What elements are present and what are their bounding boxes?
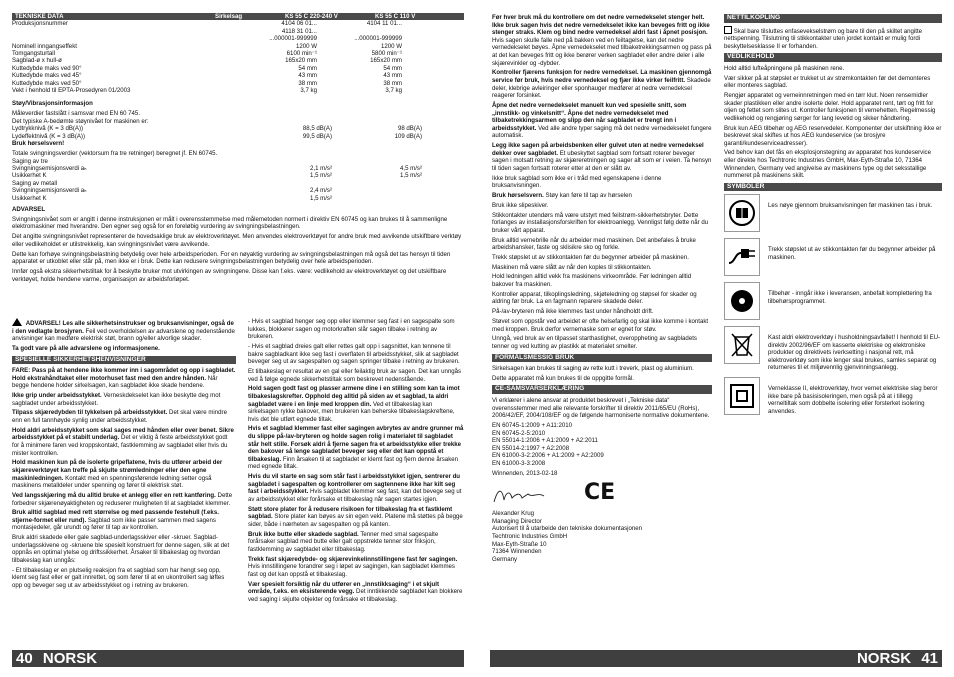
ce-norm: EN 61000-3-3:2008 — [492, 459, 546, 467]
spesielle-paragraph-bold: FARE: Pass på at hendene ikke kommer inn i sagområdet og opp i sagbladet. Hold ekstrahåndtaket eller motorhuset fast med den andre hånden. — [12, 367, 236, 382]
right-paragraph — [492, 202, 712, 210]
right-paragraph — [492, 264, 712, 272]
ce-address-line: Germany — [492, 555, 518, 563]
noise-protect: Bruk hørselsvern! — [12, 140, 65, 148]
tech-value1: 165x20 mm — [285, 57, 317, 65]
vib-value2 — [332, 195, 422, 202]
tech-data-title: TEKNISKE DATA — [15, 13, 64, 20]
vib-row — [12, 165, 464, 172]
middle-paragraph — [248, 343, 464, 366]
spesielle-paragraph — [12, 427, 236, 457]
tech-row — [12, 87, 464, 94]
symbol-text: Verneklasse II, elektroverktøy, hvor vernet elektriske slag beror ikke bare på basisisoleringen, men også på at i tillegg verneltiltak som dobbelte isolering eller forsterket isolering anvendes. — [768, 385, 938, 415]
right-paragraph — [492, 14, 712, 67]
middle-paragraph-text: Hvis sagbladet klemmer seg fast, kan det bevege seg ut av arbeidsstykket eller forårsake et tilbakeslag når sagen startes igjen. — [248, 488, 462, 503]
noise-value1: 99,5 dB(A) — [302, 132, 332, 140]
tech-value1: 6100 min⁻¹ — [286, 50, 317, 58]
class2-small-icon — [724, 26, 732, 34]
tech-value1: 4104 06 01... — [281, 20, 317, 28]
tech-value1: 4118 31 01... — [281, 27, 317, 35]
symbol-text: Kast aldri elektroverktøy i husholdningsavfallet! I henhold til EU-direktiv 2002/96/EF om kasserte elektriske og elektroniske produkter og direktivets iverksetting i nasjonal rett, må elektroverktøy som ikke lenger skal brukes, samles separat og returneres til et miljøvennlig gjenvinningsanlegg. — [768, 334, 941, 371]
ce-heading: CE-SAMSVARSERKLÆRING — [492, 385, 712, 394]
spesielle-paragraph — [12, 567, 236, 590]
formal-paragraph: Sirkelsagen kan brukes til saging av rette kutt i treverk, plast og aluminium. — [492, 365, 694, 373]
left-page-column-3 — [248, 318, 464, 606]
right-paragraph-text: Maskinen må være slått av når den koples til stikkontakten. — [492, 263, 652, 271]
signature-image — [492, 484, 552, 506]
tech-value2: 5800 min⁻¹ — [371, 50, 402, 58]
ce-norms — [492, 422, 712, 468]
spesielle-paragraph — [12, 409, 236, 424]
tech-value2: 38 mm — [383, 79, 402, 87]
middle-paragraph — [248, 318, 464, 341]
spesielle-paragraph-bold: Ved langsskjæring må du alltid bruke et anlegg eller en rett kantføring. — [12, 491, 216, 499]
tech-value1: 54 mm — [298, 64, 317, 72]
vedl-heading: VEDLIKEHOLD — [724, 53, 942, 62]
right-paragraph-bold: Kontroller fjærens funksjon for nedre vernedeksel. La maskinen gjennomgå service før bruk, hvis nedre vernedeksel og fjær ikke virker feilfritt. — [492, 69, 712, 84]
tech-value1: 38 mm — [298, 79, 317, 87]
spesielle-paragraph-text: Når begge hendene holder sirkelsagen, kan sagbladet ikke skade hendene. — [12, 374, 218, 390]
tech-row — [12, 65, 464, 72]
advarsel-paragraph: Dette kan forhøye svingningsbelastning betydelig over hele arbeidsperioden. For en nøyaktig vurdering av svingningsbelastningen må også det tas hensyn til tiden apparatet er utkoblet eller står på, men ikke er i bruk. Dette kan redusere svingningsbelastningen betydelig over hele arbeidsperioden. — [12, 250, 451, 266]
vib-value1: 1,5 m/s² — [309, 172, 332, 180]
right-paragraph — [492, 142, 712, 172]
noise-intro: Måleverdier fastslått i samsvar med EN 60 745. — [12, 110, 141, 118]
right-page-footer — [490, 650, 942, 667]
vib-row — [12, 195, 464, 202]
middle-paragraph-bold: Hvis et sagblad klemmer fast eller sagingen avbrytes av andre grunner må du slippe på-/av-bryteren og holde sagen rolig i materialet til sagbladet står helt stille. Forsøk aldri å fjerne sagen fra et arbeidsstykke eller trekke den bakover så lenge sagbladet beveger seg eller det kan oppstå et tilbakeslag. — [248, 425, 464, 463]
middle-paragraph-text: - Hvis et sagblad henger seg opp eller klemmer seg fast i en sagespalte som lukkes, blokkerer sagen og motorkraften slår sagen tilbake i retning av brukeren. — [248, 318, 455, 341]
spesielle-paragraph-text: Det er viktig å feste arbeidsstykket godt for å minimere faren ved kroppskontakt, fastklemming av sagbladet eller hvis du mister kontrollen. — [12, 434, 228, 457]
tech-label: Kuttedybde maks ved 90° — [12, 64, 82, 72]
tech-label: Vekt i henhold til EPTA-Prosedyren 01/2003 — [12, 87, 131, 95]
noise-value2: 109 dB(A) — [394, 132, 422, 140]
spesielle-paragraph-bold: Bruk alltid sagblad med rett størrelse og med passende festehull (f.eks. stjerne-formet eller rund). — [12, 509, 219, 524]
advarsel-paragraphs — [12, 216, 464, 283]
middle-paragraph-bold: Hold sagen godt fast og plasser armene dine i en stilling som kan ta imot tilbakeslagskrefter. Opphold deg alltid på siden av et sagblad, ta aldri sagbladet være i en linje med kroppen din. — [248, 385, 460, 408]
weee-bin-icon — [724, 326, 760, 364]
spesielle-paragraphs — [12, 367, 236, 590]
vib-value2 — [332, 180, 422, 187]
tech-value2: 4104 11 01... — [366, 20, 402, 28]
vedl-paragraph: Vær sikker på at støpslet er trukket ut av strømkontakten før det demonteres eller monteres sagblad. — [724, 74, 931, 90]
middle-paragraph — [248, 581, 464, 604]
tech-label — [12, 28, 212, 35]
spesielle-paragraph-bold: Hold maskinen kun på de isolerte gripeflatene, hvis du utfører arbeid der skjæreverktøyet kan treffe på skjulte strømledninger eller den egne maskinledningen. — [12, 459, 223, 482]
noise-value1: 88,5 dB(A) — [302, 125, 332, 133]
middle-paragraph-text: - Hvis et sagblad dreies galt eller rettes galt opp i sagsnittet, kan tennene til bakre sagbladkant ikke seg fast i overflaten til arbeidsstykket, slik at sagbladet beveger seg ut av sagespalten og sagen springer tilbake i retning av brukeren. — [248, 342, 460, 366]
tech-data-table — [12, 13, 464, 20]
right-paragraph — [492, 308, 712, 316]
ce-paragraph: Vi erklærer i alene ansvar at produktet beskrevet i „Tekniske data“ overensstemmer med alle relevante forskrifter til direktiv 2011/65/EU (RoHs), 2006/42/EF, 2004/108/EF og de følgende harmoniserte normative dokumentene. — [492, 396, 710, 420]
right-paragraph — [492, 291, 712, 306]
right-page-column-1 — [492, 14, 712, 563]
spesielle-paragraph-text: Bruk aldri skadede eller gale sagblad-underlagsskiver eller -skruer. Sagblad-underlagsskivene og -skruene ble spesielt konstruert for denne sagen, slik at det oppnås en optimal ytelse og driftssikkerhet. Årsaker til tilbakeslag og hvordan tilbakeslag kan unngås: — [12, 534, 230, 565]
vedl-paragraphs — [724, 65, 942, 180]
ce-norm: EN 55014-1:2006 + A1:2009 + A2:2011 — [492, 437, 598, 445]
unplug-icon — [724, 238, 760, 276]
right-paragraph — [492, 273, 712, 288]
left-page-number: 40 — [16, 650, 33, 667]
ce-address-line: Max-Eyth-Straße 10 — [492, 540, 547, 548]
symbol-row — [724, 194, 942, 232]
right-paragraph-text: Hold ledningen alltid vekk fra maskinens virkeområde. Før ledningen alltid bakover fra maskinen. — [492, 273, 692, 289]
tech-data-brand: Sirkelsag — [215, 13, 243, 20]
vib-label: Svingningsemisjonsverdi aₕ — [12, 165, 87, 173]
formal-paragraphs — [492, 365, 712, 382]
ce-norm: EN 55014-2:1997 + A2:2008 — [492, 444, 570, 452]
right-paragraph — [492, 102, 712, 140]
right-paragraph — [492, 254, 712, 262]
ce-role: Managing Director — [492, 517, 542, 525]
vedl-paragraph: Bruk kun AEG tilbehør og AEG reservedeler. Komponenter der utskiftning ikke er beskrevet skal skiftes ut hos AEG kundeservice (se brosjyre garanti/kundeserviceadresser). — [724, 124, 942, 147]
symbols-heading: SYMBOLER — [724, 183, 942, 192]
spesielle-paragraph — [12, 534, 236, 564]
vedl-paragraph: Rengjør apparatet og verneinnretningen med en tørr klut. Noen rensemidler skader plastikken eller andre isolerte deler. Hold apparatet rent, tørt og fritt for oljen og fettet som slites ut. Kontroller funksjonen til vernehetten. Regelmessig vedlikehold og rengjøring sørger for lang levetid og sikker håndtering. — [724, 91, 936, 122]
right-paragraph — [492, 335, 712, 350]
vib-row — [12, 180, 464, 187]
left-page-language: NORSK — [42, 650, 98, 667]
formal-heading: FORMÅLSMESSIG BRUK — [492, 354, 712, 363]
tech-value2: 43 mm — [383, 72, 402, 80]
spesielle-paragraph — [12, 367, 236, 390]
tech-row — [12, 50, 464, 57]
middle-paragraph-text: Ved et tilbakeslag kan sirkelsagen rykke bakover, men brukeren kan beherske tilbakeslagskreftene, hvis det ble utført egnede tiltak. — [248, 400, 455, 423]
tech-value2: 1200 W — [380, 42, 402, 50]
middle-paragraph-bold: Støtt store plater for å redusere risikoen for tilbakeslag fra et fastklemt sagblad. — [248, 505, 453, 521]
tech-row — [12, 35, 464, 42]
tech-label: Nominell inngangseffekt — [12, 42, 77, 50]
ce-norm: EN 61000-3-2:2006 + A1:2009 + A2:2009 — [492, 452, 604, 460]
right-paragraph-bold: Bruk hørselsvern. — [492, 192, 544, 199]
tech-value1: 43 mm — [298, 72, 317, 80]
tech-value2: 3,7 kg — [385, 87, 402, 95]
middle-paragraph-bold: Bruk ikke butte eller skadede sagblad. — [248, 530, 359, 538]
nett-paragraph: Skal bare tilsluttes enfasevekselstrøm og bare til den på skiltet angitte nettspenning. Tilslutning til stikkontakter uten jordet kontakt er mulig fordi beskyttelsesklasse II er forhanden. — [724, 27, 923, 50]
middle-paragraph-text: Det inntikkende sagbladet kan blokkere ved saging i skjulte objekter og forårsake et tilbakeslag. — [248, 588, 463, 603]
right-paragraph-text: På-/av-bryteren må ikke klemmes fast under håndholdt drift. — [492, 308, 654, 316]
symbol-row — [724, 377, 942, 415]
warning-keep: Ta godt vare på alle advarslene og informasjonene. — [12, 344, 160, 352]
tech-label: Produksjonsnummer — [12, 20, 68, 28]
noise-row — [12, 125, 464, 132]
noise-value2: 98 dB(A) — [397, 125, 422, 133]
symbol-text: Trekk støpslet ut av stikkontakten før du begynner arbeider på maskinen. — [768, 246, 936, 261]
spesielle-paragraph-text: Dette forbedrer skjærenøyaktigheten og reduserer muligheten til at sagbladet klemmer. — [12, 491, 233, 507]
formal-paragraph: Dette apparatet må kun brukes til de oppgitte formål. — [492, 374, 634, 382]
middle-paragraph-bold: Trekk fast skjæredybde- og skjærevinkelinnstillingene fast før sagingen. — [248, 555, 458, 563]
right-paragraph-bold: Åpne det nedre vernedekselet manuelt kun ved spesielle snitt, som „innstikk- og vinkelsnitt“. Åpne det nedre vernedekselet med tilbaketrekkingsarmen og slipp den når sagbladet er trengt inn i arbeidsstykket. — [492, 101, 687, 132]
noise-title: Støy/Vibrasjonsinformasjon — [12, 100, 93, 108]
tech-value2 — [317, 28, 402, 35]
right-paragraph-text: Skadede deler, klebrige avleiringer eller sponhauger medfører at nedre vernedeksel reagerer forsinket. — [492, 76, 711, 100]
vib-value2: 1,5 m/s² — [399, 172, 422, 180]
noise-row — [12, 133, 464, 140]
left-page-footer — [12, 650, 464, 667]
right-paragraph-text: Et ubeskyttet sagblad som fortsatt roterer beveger sagen i motsatt retning av skjæreretningen og sager alt som er i veien. Ta hensyn til tiden sagen fortsatt roterer etter at den er slått av. — [492, 149, 712, 172]
vib-label: Usikkerhet K — [12, 172, 47, 180]
right-paragraph-text: Støvet som oppstår ved arbeidet er ofte helsefarlig og skal ikke komme i kontakt med kroppen. Bruk derfor vernemaske som er egnet for støv. — [492, 318, 709, 333]
spesielle-paragraph-bold: Hold aldri arbeidsstykket som skal sages med hånden eller over benet. Sikre arbeidsstykket på et stabilt underlag. — [12, 426, 234, 442]
middle-paragraph — [248, 425, 464, 471]
right-paragraph — [492, 212, 712, 235]
vib-value1 — [212, 158, 332, 165]
vib-value1: 2,4 m/s² — [309, 187, 332, 195]
advarsel-paragraph: Det angitte svingningsnivået representerer de hovedsaklige bruk av elektroverktøyet. Men anvendes elektroverktøyet for andre bruk med avvikende utskiftbare verktøy eller vedlikeholdet er utilstrekkelig, kan svingningsnivået være avvikende. — [12, 233, 462, 248]
tech-data-model1: KS 55 C 220-240 V — [285, 13, 338, 20]
tech-data-model2: KS 55 C 110 V — [375, 13, 416, 20]
right-page-language: NORSK — [856, 650, 912, 667]
vibration-rows — [12, 158, 464, 202]
right-paragraph — [492, 69, 712, 99]
spesielle-paragraph-text: Verneskdekselet kan ikke beskytte deg mot sagbladet under arbeidsstykket. — [12, 392, 221, 407]
saw-blade-icon — [724, 282, 760, 320]
symbol-text: Tilbehør - inngår ikke i leveransen, anbefalt komplettering fra tilbehørsprogrammet. — [768, 290, 932, 305]
middle-paragraphs — [248, 318, 464, 603]
spesielle-paragraph-text: - Et tilbakeslag er en plutselig reaksjon fra et sagblad som har hengt seg opp, klemt seg fast eller er galt innrettet, og som fører til at en ukontrollert sag løftes opp og beveger seg ut av arbeidsstykket og i retning av brukeren. — [12, 566, 225, 589]
right-paragraph-text: Bruk ikke slipeskiver. — [492, 201, 549, 209]
right-paragraph-text: Bruk alltid vernebrille når du arbeider med maskinen. Det anbefales å bruke arbeidshansker, faste og sklisikre sko og forkle. — [492, 236, 696, 252]
vib-value1: 2,1 m/s² — [309, 165, 332, 173]
right-paragraph — [492, 237, 712, 252]
vibration-intro: Totale svingningsverdier (vektorsum fra tre retninger) beregnet jf. EN 60745. — [12, 150, 218, 158]
spesielle-heading: SPESIELLE SIKKERHETSHENVISNINGER — [12, 356, 236, 365]
right-paragraph-bold: Legg ikke sagen på arbeidsbenken eller gulvet uten at nedre vernedeksel dekker over sagbladet. — [492, 142, 704, 157]
spesielle-paragraph — [12, 492, 236, 507]
middle-paragraph — [248, 506, 464, 529]
warning-paragraph: ADVARSEL! Les alle sikkerhetsinstrukser og bruksanvisninger, også de i den vedlagte brosjyren. Feil ved overholdelsen av advarslene og nedenstående anvisninger kan medføre elektrisk støt, brann og/eller alvorlige skader. — [12, 320, 235, 343]
noise-sub: Det typiske A-bedømte støynivået for maskinen er: — [12, 117, 149, 125]
advarsel-paragraph: Innfør også ekstra sikkerhetstiltak for å beskytte bruker mot utvirkingen av svingningene. Disse kan f.eks. være: vedlikehold av elektroverktøyet og det utskiftbare verktøyet, holde hendene varme, organisasjon av arbeidsforløpet. — [12, 267, 447, 283]
symbol-row — [724, 326, 942, 371]
right-paragraph-bold: Før hver bruk må du kontrollere om det nedre vernedekselet stenger helt. Ikke bruk sagen hvis det nedre vernedekselet ikke kan beveges fritt og ikke stenger straks. Klem og bind nedre vernedeksel aldri fast i åpnet posisjon. — [492, 14, 710, 37]
tech-row — [12, 57, 464, 64]
middle-paragraph-text: Finn årsaken til at sagbladet er klemt fast og fjern denne årsaken med egnede tiltak. — [248, 455, 459, 471]
spesielle-paragraph-bold: Ikke grip under arbeidsstykket. — [12, 392, 102, 400]
vib-row — [12, 187, 464, 194]
middle-paragraph — [248, 473, 464, 503]
tech-value1: 1200 W — [295, 42, 317, 50]
tech-row — [12, 80, 464, 87]
middle-paragraph — [248, 368, 464, 383]
middle-paragraph — [248, 556, 464, 579]
vib-label: Usikkerhet K — [12, 194, 47, 202]
tech-row — [12, 20, 464, 27]
vib-value1: 1,5 m/s² — [309, 194, 332, 202]
ce-norm: EN 60745-1:2009 + A11:2010 — [492, 421, 573, 429]
spesielle-paragraph — [12, 509, 236, 532]
right-paragraph — [492, 192, 712, 200]
ce-norm: EN 60745-2-5:2010 — [492, 429, 546, 437]
middle-paragraph-text: Tenner med smal sagespalte forårsaker sagblad med butte eller galt oppstrekte tenner stor friksjon, fastklemming av sagbladet eller tilbakeslag. — [248, 530, 439, 553]
tech-label: Kuttedybde maks ved 50° — [12, 79, 82, 87]
right-page-column-2 — [724, 14, 942, 421]
right-paragraph — [492, 175, 712, 190]
vib-row — [12, 158, 464, 165]
vib-label: Saging av metall — [12, 179, 58, 187]
right-paragraph-text: Ikke bruk sagblad som ikke er i tråd med egenskapene i denne bruksanvisningen. — [492, 174, 662, 190]
ce-address-line: 71364 Winnenden — [492, 548, 542, 556]
tech-value2: 165x20 mm — [370, 57, 402, 65]
spesielle-paragraph-text: Det skal være mindre enn en full tannhøyde synlig under arbeidsstykket. — [12, 409, 227, 424]
tech-row — [12, 72, 464, 79]
tech-label: Kuttedybde maks ved 45° — [12, 72, 82, 80]
signature-block — [492, 480, 712, 510]
right-col1-paragraphs — [492, 14, 712, 351]
spesielle-paragraph — [12, 459, 236, 489]
right-paragraph — [492, 318, 712, 333]
tech-value1: 3,7 kg — [300, 87, 317, 95]
warning-triangle-icon — [12, 318, 22, 326]
noise-label: Lydtrykknivå (K = 3 dB(A)) — [12, 125, 84, 133]
right-paragraph-text: Kontroller apparat, tilkoplingsledning, skjøteledning og støpsel for skader og aldring før bruk. La en fagmann reparere skadede deler. — [492, 290, 697, 306]
tech-value1: ...000001-999999 — [269, 35, 317, 43]
noise-label: Lydeffektnivå (K = 3 dB(A)) — [12, 132, 85, 140]
ce-address — [492, 533, 712, 563]
left-page-column-1 — [12, 13, 464, 285]
vib-value2 — [332, 187, 422, 194]
spesielle-paragraph-text: Sagblad som ikke passer sammen med sagens montasjedeler, går urundt og fører til tap av kontrollen. — [12, 516, 216, 532]
middle-paragraph — [248, 385, 464, 423]
tech-row — [12, 43, 464, 50]
middle-paragraph-bold: Vær spesielt forsiktig når du utfører en „innstikksaging“ i et skjult område, f.eks. en eksisterende vegg. — [248, 580, 439, 596]
noise-rows — [12, 125, 464, 140]
vib-row — [12, 172, 464, 179]
read-manual-icon — [724, 194, 760, 232]
tech-label: Sagblad-ø x hull-ø — [12, 57, 62, 65]
vedl-paragraph: Hold alltid lufteåpningene på maskinen rene. — [724, 64, 845, 72]
right-paragraph-text: Støy kan føre til tap av hørselen — [543, 192, 632, 199]
middle-paragraph-bold: Hvis du vil starte en sag som står fast i arbeidsstykket igjen, sentrerer du sagbladet i sagespalten og kontrollerer om sagtennene ikke har kilt seg fast i arbeidsstykket. — [248, 473, 461, 496]
vib-value2: 4,5 m/s² — [399, 165, 422, 173]
symbols-list — [724, 194, 942, 415]
ce-mark-icon: CE — [584, 480, 616, 506]
vib-label: Saging av tre — [12, 157, 48, 165]
symbol-row — [724, 238, 942, 276]
right-paragraph-text: Stikkontakter utendørs må være utstyrt med feilstrøm-sikkerhetsbryter. Dette forlanges av installasjonsforskriften for elektroanlegg. Vennligst følg dette når du bruker vårt apparat. — [492, 211, 709, 234]
tech-row — [12, 28, 464, 35]
right-paragraph-text: Trekk støpslet ut av stikkontakten før du begynner arbeider på maskinen. — [492, 253, 689, 261]
advarsel-paragraph: Svingningsnivået som er angitt i denne instruksjonen er målt i overensstemmelse med målemetoden normert i direktiv EN 60745 og kan brukes til å sammenligne elektromaskiner med hverandre. Den egner seg også for en foreløbig vurdering av svingningsbelastningen. — [12, 215, 448, 231]
symbol-row — [724, 282, 942, 320]
symbol-text: Les nøye gjennom bruksanvisningen før maskinen tas i bruk. — [768, 202, 933, 210]
left-page-column-2 — [12, 318, 236, 592]
vedl-paragraph: Ved behov kan det fås en eksplosjonstegning av apparatet hos kundeservice eller direkte hos Techtronic Industries GmbH, Max-Eyth-Straße 10, 71364 Winnenden, Germany ved angivelse av maskinens type og det seksstallige nummeret på maskinens skilt. — [724, 149, 931, 180]
right-paragraph-text: Unngå, ved bruk av en tilpasset starthastighet, overoppheting av sagbladets tenner og ved kutting av plastikk at materialet smelter. — [492, 335, 697, 350]
middle-paragraph-text: Et tilbakeslag er resultat av en gal eller feilaktig bruk av sagen. Det kan unngås ved å følge egnede sikkerhetstiltak som beskrevet nedenstående. — [248, 367, 462, 383]
tech-value2: ...000001-999999 — [354, 35, 402, 43]
ce-address-line: Techtronic Industries GmbH — [492, 533, 568, 541]
middle-paragraph-text: Store plater kan bøyes av sin egen vekt. Platene må støttes på begge sider, både i nærheten av sagespalten og på kanten. — [248, 513, 463, 528]
spesielle-paragraph-bold: Tilpass skjæredybden til tykkelsen på arbeidsstykket. — [12, 409, 168, 417]
ce-name: Alexander Krug — [492, 510, 535, 518]
ce-authorised: Autorisert til å utarbeide den tekniske dokumentasjonen — [492, 525, 643, 533]
spesielle-paragraph — [12, 392, 236, 407]
middle-paragraph-text: Hvis innstillingene forandrer seg i løpet av sagingen, kan sagbladet klemmes fast og det kan oppstå et tilbakeslag. — [248, 563, 455, 578]
nett-heading: NETTILKOPLING — [724, 14, 942, 23]
vib-value1 — [212, 180, 332, 187]
right-page-number: 41 — [921, 650, 938, 667]
middle-paragraph — [248, 531, 464, 554]
right-paragraph-text: Hvis sagen skulle falle ned på bakken ved en feiltagelse, kan det nedre vernedekselet bøyes. Åpne vernedekselet med tilbaketrekkingsarmen og pass på at det kan beveges fritt og ikke berører verken sagbladet eller andre deler i alle skjærevinkler og -dybder. — [492, 36, 712, 67]
spesielle-paragraph-text: Kontakt med en spenningsførende ledning setter også maskinens metalldeler under spenning og fører til elektrisk støt. — [12, 474, 212, 490]
vib-label: Svingningsemisjonsverdi aₕ — [12, 187, 87, 195]
vib-value2 — [332, 158, 422, 165]
right-paragraph-text: Ved alle andre typer saging må det nedre vernedekselet fungere automatisk. — [492, 124, 712, 140]
tech-value2: 54 mm — [383, 64, 402, 72]
ce-date: Winnenden, 2013-02-18 — [492, 470, 558, 478]
class2-icon — [724, 377, 760, 415]
tech-rows — [12, 20, 464, 94]
advarsel-title: ADVARSEL — [12, 206, 46, 214]
tech-label — [12, 35, 212, 42]
tech-label: Tomgangsturtall — [12, 50, 56, 58]
